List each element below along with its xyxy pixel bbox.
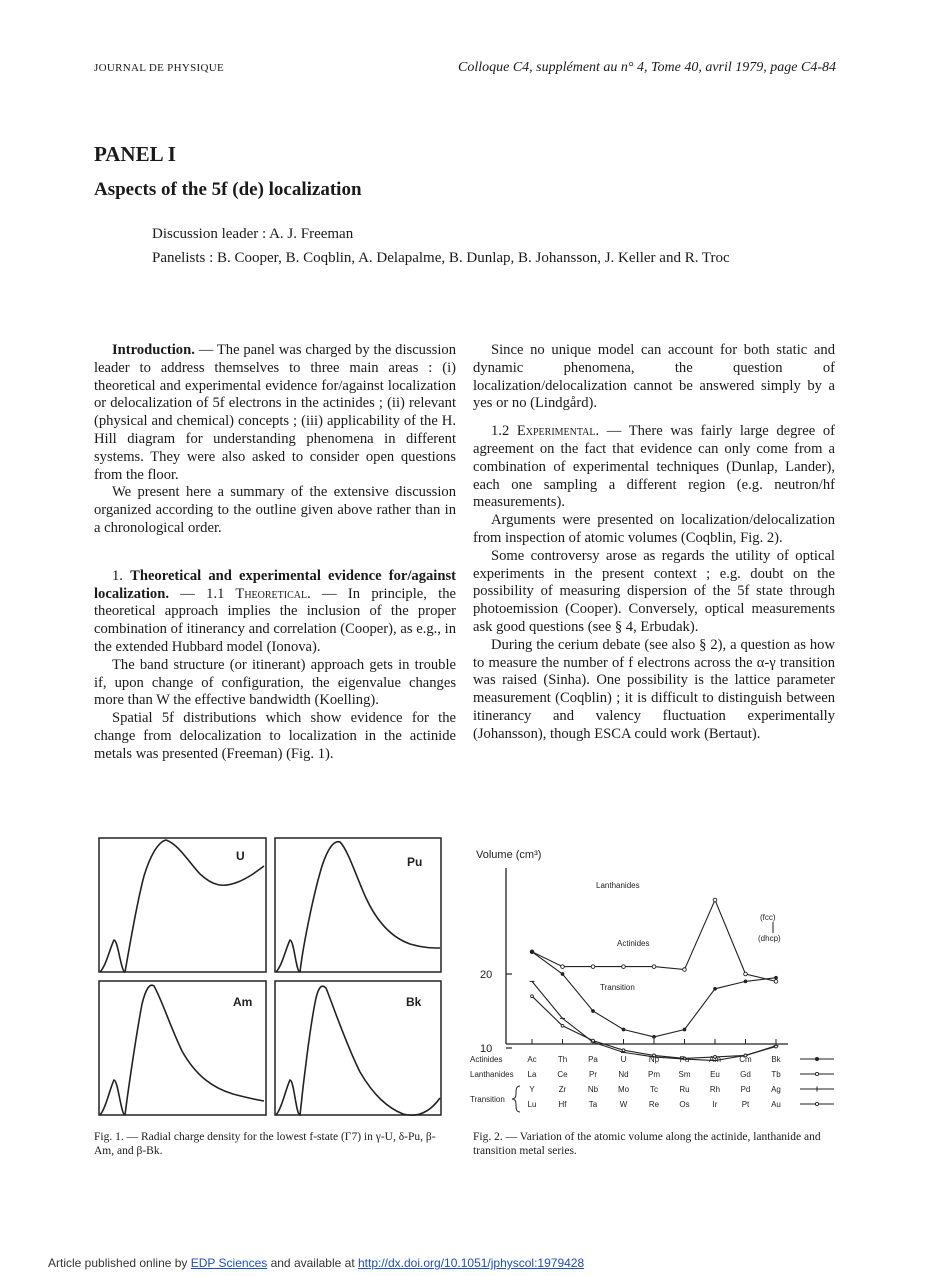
fig2-point-actinides-2 [592,1010,595,1013]
band-structure-paragraph: The band structure (or itinerant) approach gets in trouble if, upon change of configuration, the eigenvalue changes more than W the effective bandwidth (Koelling). [94,656,456,709]
figure-2-chart [470,838,842,1120]
fig2-point-actinides-8 [775,976,778,979]
model-paragraph: Since no unique model can account for both static and dynamic phenomena, the question of localization/delocalization cannot be answered simply by a yes or no (Lindgård). [473,342,835,412]
fig2-point-transition-5d-1 [561,1024,564,1027]
volumes-paragraph: Arguments were presented on localization/delocalization from inspection of atomic volumes (Coqblin, Fig. 2). [473,512,835,546]
fig2-element-lanthanides-6: Eu [710,1070,720,1079]
spatial-5f-paragraph: Spatial 5f distributions which show evidence for the change from delocalization to localization in the actinide metals was presented (Freeman) (Fig. 1). [94,710,456,762]
fig1-panel-bk [275,981,441,1115]
fig2-point-lanthanides-8 [774,980,778,984]
intro-heading: Introduction. [112,342,195,358]
fig2-element-actinides-7: Cm [739,1055,752,1064]
section-1-2-heading: 1.2 Experimental. [491,423,600,440]
discussion-leader: Discussion leader : A. J. Freeman [152,226,354,242]
fig2-element-transition-5d-8: Au [771,1100,781,1109]
fig1-panel-u [99,838,266,972]
section-1-number: 1. [112,567,131,584]
figure-2-caption: Fig. 2. — Variation of the atomic volume along the actinide, lanthanide and transition metal series. [473,1131,821,1157]
fig2-point-transition-5d-2 [592,1039,595,1042]
panelists: Panelists : B. Cooper, B. Coqblin, A. Delapalme, B. Dunlap, B. Johansson, J. Keller and R. Troc [152,250,730,266]
fig2-point-actinides-0 [531,950,534,953]
fig2-point-transition-5d-3 [622,1049,625,1052]
fig2-element-transition-5d-3: W [619,1100,628,1109]
fig2-line-transition-4d [532,981,776,1060]
fig1-label-am: Am [233,995,253,1009]
fig2-point-transition-5d-0 [531,995,534,998]
fig2-point-transition-5d-8 [775,1045,778,1048]
fig1-label-pu: Pu [407,855,423,869]
fig2-element-lanthanides-2: Pr [589,1070,597,1079]
fig2-element-actinides-4: Np [648,1055,660,1064]
fig2-point-lanthanides-7 [744,972,748,976]
optical-paragraph: Some controversy arose as regards the utility of optical experiments in the present context ; e.g. doubt on the possibility of measuring dispersion of the 5f state through photoemission (Cooper). Conversely, optical measurements ask good questions (see § 4, Erbudak). [473,547,835,635]
fig2-row-legend-marker-0 [815,1057,818,1060]
summary-paragraph: We present here a summary of the extensive discussion organized according to the outline given above rather than in a chronological order. [94,484,456,536]
right-column [473,342,835,744]
fig2-point-lanthanides-3 [622,965,626,969]
fig2-element-transition-4d-5: Ru [679,1085,690,1094]
fig2-element-transition-5d-1: Hf [558,1100,567,1109]
section-1-1-heading: — 1.1 Theoretical. [169,585,311,602]
fig1-panel-am [99,981,266,1115]
fig2-element-transition-4d-4: Tc [650,1085,658,1094]
left-column [94,342,456,764]
fig2-element-actinides-6: Am [709,1055,721,1064]
footer-prefix: Article published online by [48,1256,191,1270]
fig2-point-lanthanides-2 [591,965,595,969]
fig2-row-legend-marker-1 [815,1072,818,1075]
publisher-link[interactable]: EDP Sciences [190,1256,268,1270]
fig2-element-transition-4d-6: Rh [709,1085,721,1094]
fig1-label-bk: Bk [406,995,422,1009]
section-1-2-text: — There was fairly large degree of agreement on the fact that evidence can only come from a combination of experimental techniques (Dunlap, Lander), each one sampling a different region (e.g. neutron/hf measurements). [473,423,835,511]
fig2-line-lanthanides [532,900,776,981]
figure-1 [98,836,442,1122]
fig2-element-transition-5d-4: Re [648,1100,660,1109]
fig2-point-lanthanides-4 [652,965,656,969]
fig2-element-lanthanides-3: Nd [618,1070,629,1079]
fig2-element-transition-4d-1: Zr [558,1085,567,1094]
fig2-point-lanthanides-1 [561,965,565,969]
fig2-legend-lanthanides: Lanthanides [596,881,640,890]
fig2-row-label-lanthanides: Lanthanides [470,1070,514,1079]
section-1-1-text: — In principle, the theoretical approach implies the inclusion of the proper combination of itinerancy and correlation (Cooper), as e.g., in the extended Hubbard model (Ionova). [94,585,456,655]
fig2-element-transition-4d-2: Nb [587,1085,599,1094]
fig2-row-legend-marker-3 [815,1102,818,1105]
fig2-element-actinides-1: Th [557,1055,568,1064]
fig2-point-actinides-4 [653,1036,656,1039]
journal-name: JOURNAL DE PHYSIQUE [94,62,224,74]
doi-link[interactable]: http://dx.doi.org/10.1051/jphyscol:1979428 [357,1256,585,1270]
fig2-legend-transition: Transition [600,983,635,992]
fig2-element-lanthanides-5: Sm [678,1070,691,1079]
fig2-annotation-dhcp: (dhcp) [758,934,781,943]
fig2-line-transition-5d [532,996,776,1058]
fig2-ytick-label-0: 10 [480,1043,493,1055]
fig1-panel-pu [275,838,441,972]
fig2-element-lanthanides-4: Pm [648,1070,660,1079]
fig2-element-transition-4d-7: Pd [740,1085,751,1094]
fig2-element-transition-5d-0: Lu [527,1100,537,1109]
section-1-2-paragraph [473,423,835,512]
fig2-point-lanthanides-6 [713,898,717,902]
fig2-element-transition-5d-7: Pt [741,1100,750,1109]
fig2-point-actinides-3 [622,1028,625,1031]
fig2-point-actinides-6 [714,987,717,990]
fig2-element-actinides-0: Ac [527,1055,537,1064]
fig2-annotation-fcc: (fcc) [760,913,776,922]
footer-middle: and available at [267,1256,358,1270]
fig2-element-transition-4d-0: Y [529,1085,535,1094]
fig2-transition-brace [512,1086,520,1112]
section-1-heading: Theoretical and experimental evidence for/against localization. [94,567,456,602]
article-subtitle: Aspects of the 5f (de) localization [94,179,362,200]
fig2-element-actinides-2: Pa [588,1055,598,1064]
fig2-element-actinides-5: Pu [679,1055,690,1064]
fig2-element-transition-4d-8: Ag [771,1085,781,1094]
fig2-y-axis-label: Volume (cm³) [476,849,542,861]
fig2-point-actinides-5 [683,1028,686,1031]
fig2-ytick-label-1: 20 [480,969,493,981]
section-1-paragraph [94,568,456,657]
fig2-element-lanthanides-1: Ce [557,1070,568,1079]
fig2-element-lanthanides-8: Tb [771,1070,781,1079]
footer [48,1256,584,1270]
fig2-point-lanthanides-5 [683,968,687,972]
fig2-element-actinides-3: U [620,1055,627,1064]
fig2-element-lanthanides-7: Gd [740,1070,751,1079]
fig2-point-actinides-7 [744,980,747,983]
fig2-element-actinides-8: Bk [771,1055,781,1064]
panel-title: PANEL I [94,142,176,166]
fig2-element-transition-4d-3: Mo [617,1085,630,1094]
fig2-element-transition-5d-5: Os [679,1100,690,1109]
fig2-element-lanthanides-0: La [527,1070,537,1079]
fig2-element-transition-5d-6: Ir [712,1100,718,1109]
intro-text: — The panel was charged by the discussion leader to address themselves to three main areas : (i) theoretical and experimental evidence for/against localization or delocalization of 5f electrons in the actinides ; (ii) relevant (physical and chemical) concepts ; (iii) applicability of the H. Hill diagram for understanding phenomena in different systems. They were also asked to consider open questions from the floor. [94,342,456,483]
cerium-paragraph: During the cerium debate (see also § 2), a question as how to measure the number of f electrons across the α-γ transition was raised (Sinha). One possibility is the lattice parameter measurement (Coqblin) ; it is difficult to distinguish between itinerancy and valency fluctuation experimentally (Johansson), though ESCA could work (Bertaut). [473,636,835,742]
citation-line: Colloque C4, supplément au n° 4, Tome 40, avril 1979, page C4-84 [457,60,836,75]
fig2-row-label-transition: Transition [470,1095,505,1104]
fig2-legend-actinides: Actinides [617,939,650,948]
fig2-point-actinides-1 [561,973,564,976]
figure-1-caption: Fig. 1. — Radial charge density for the lowest f-state (Γ7) in γ-U, δ-Pu, β-Am, and β-Bk. [94,1131,436,1157]
fig2-row-label-actinides: Actinides [470,1055,503,1064]
intro-paragraph [94,342,456,484]
fig1-label-u: U [236,849,245,863]
fig2-element-transition-5d-2: Ta [588,1100,598,1109]
